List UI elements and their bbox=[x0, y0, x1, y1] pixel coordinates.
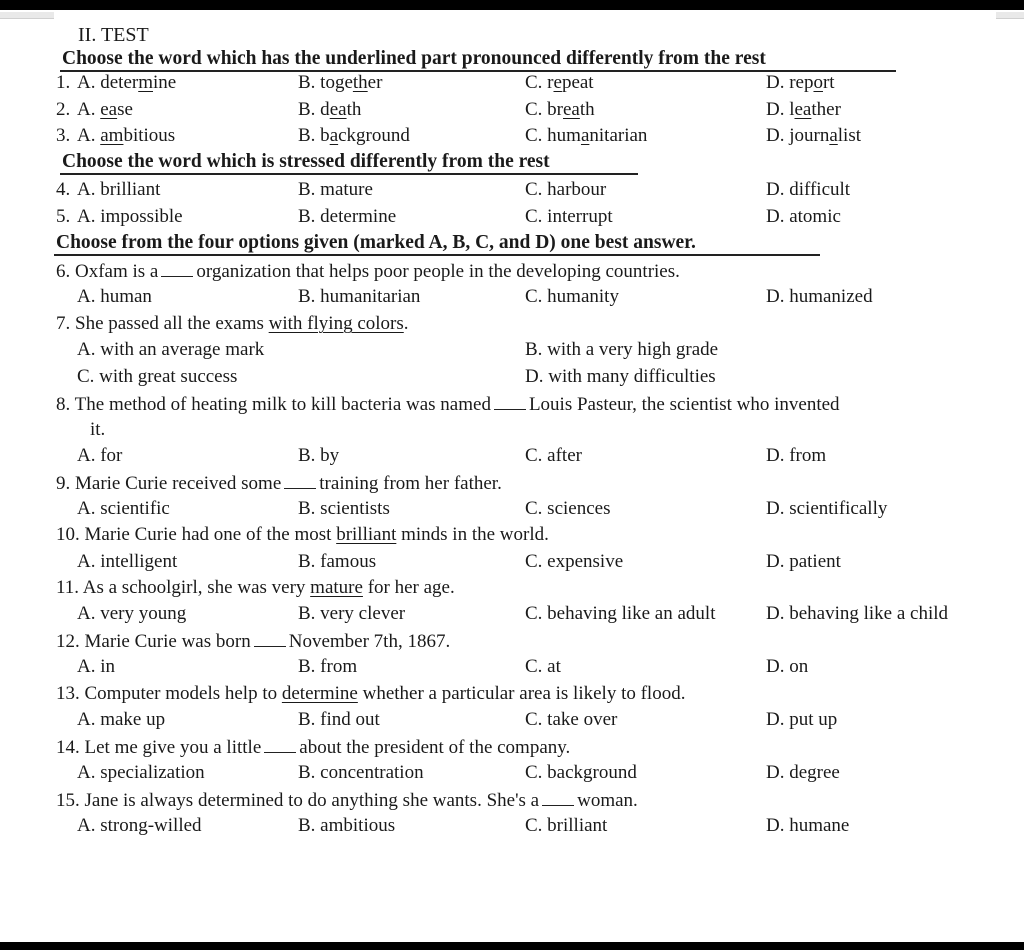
q8-option-c[interactable]: C. after bbox=[525, 445, 582, 466]
q3-option-a[interactable]: A. ambitious bbox=[77, 125, 176, 146]
q5-option-d[interactable]: D. atomic bbox=[766, 206, 841, 227]
q4-option-d[interactable]: D. difficult bbox=[766, 179, 851, 200]
q12-option-c[interactable]: C. at bbox=[525, 656, 561, 677]
q15-blank bbox=[542, 789, 574, 806]
bottom-black-bar bbox=[0, 942, 1024, 950]
q8-stem: 8. The method of heating milk to kill bacteria was named Louis Pasteur, the scientist who invented bbox=[56, 394, 840, 415]
q4-option-c[interactable]: C. harbour bbox=[525, 179, 607, 200]
q4-number: 4. bbox=[56, 179, 71, 200]
q2-option-d[interactable]: D. leather bbox=[766, 99, 841, 120]
section3-rule bbox=[54, 254, 820, 256]
q7-option-d[interactable]: D. with many difficulties bbox=[525, 366, 716, 387]
q11-option-d[interactable]: D. behaving like a child bbox=[766, 603, 949, 624]
q7-option-a[interactable]: A. with an average mark bbox=[77, 339, 265, 360]
q11-option-c[interactable]: C. behaving like an adult bbox=[525, 603, 716, 624]
q3-number: 3. bbox=[56, 125, 71, 146]
q8-blank bbox=[494, 393, 526, 410]
q6-option-b[interactable]: B. humanitarian bbox=[298, 286, 421, 307]
q9-blank bbox=[284, 472, 316, 489]
q5-option-a[interactable]: A. impossible bbox=[77, 206, 183, 227]
section1-heading: Choose the word which has the underlined part pronounced differently from the rest bbox=[62, 48, 766, 69]
q6-option-d[interactable]: D. humanized bbox=[766, 286, 873, 307]
q11-option-b[interactable]: B. very clever bbox=[298, 603, 406, 624]
q9-option-b[interactable]: B. scientists bbox=[298, 498, 390, 519]
section2-rule bbox=[60, 173, 638, 175]
q5-option-b[interactable]: B. determine bbox=[298, 206, 397, 227]
q9-option-d[interactable]: D. scientifically bbox=[766, 498, 888, 519]
q12-stem: 12. Marie Curie was born November 7th, 1867. bbox=[56, 631, 451, 652]
top-left-corner-tab bbox=[0, 12, 54, 19]
q12-blank bbox=[254, 630, 286, 647]
q10-option-c[interactable]: C. expensive bbox=[525, 551, 624, 572]
q2-option-b[interactable]: B. death bbox=[298, 99, 362, 120]
q15-option-c[interactable]: C. brilliant bbox=[525, 815, 608, 836]
q6-blank bbox=[161, 260, 193, 277]
q1-option-b[interactable]: B. together bbox=[298, 72, 383, 93]
q13-option-c[interactable]: C. take over bbox=[525, 709, 618, 730]
q8-option-d[interactable]: D. from bbox=[766, 445, 827, 466]
top-black-bar bbox=[0, 0, 1024, 10]
q14-option-b[interactable]: B. concentration bbox=[298, 762, 424, 783]
q6-stem: 6. Oxfam is a organization that helps poor people in the developing countries. bbox=[56, 261, 680, 282]
q6-option-a[interactable]: A. human bbox=[77, 286, 152, 307]
q7-stem: 7. She passed all the exams with flying colors. bbox=[56, 313, 409, 334]
q3-option-d[interactable]: D. journalist bbox=[766, 125, 861, 146]
q5-option-c[interactable]: C. interrupt bbox=[525, 206, 613, 227]
q14-blank bbox=[264, 736, 296, 753]
q12-option-a[interactable]: A. in bbox=[77, 656, 115, 677]
q3-option-b[interactable]: B. background bbox=[298, 125, 410, 146]
q2-option-c[interactable]: C. breath bbox=[525, 99, 595, 120]
q10-option-d[interactable]: D. patient bbox=[766, 551, 841, 572]
page-title: II. TEST bbox=[78, 24, 149, 46]
q7-option-c[interactable]: C. with great success bbox=[77, 366, 238, 387]
section3-heading: Choose from the four options given (marked A, B, C, and D) one best answer. bbox=[56, 232, 696, 253]
q11-option-a[interactable]: A. very young bbox=[77, 603, 187, 624]
q15-option-d[interactable]: D. humane bbox=[766, 815, 850, 836]
section2-heading: Choose the word which is stressed differently from the rest bbox=[62, 151, 550, 172]
q1-option-c[interactable]: C. repeat bbox=[525, 72, 594, 93]
q8-option-b[interactable]: B. by bbox=[298, 445, 340, 466]
q10-option-a[interactable]: A. intelligent bbox=[77, 551, 178, 572]
q15-option-b[interactable]: B. ambitious bbox=[298, 815, 396, 836]
q1-option-d[interactable]: D. report bbox=[766, 72, 835, 93]
q10-stem: 10. Marie Curie had one of the most brilliant minds in the world. bbox=[56, 524, 549, 545]
q14-option-c[interactable]: C. background bbox=[525, 762, 637, 783]
q2-option-a[interactable]: A. ease bbox=[77, 99, 133, 120]
q13-stem: 13. Computer models help to determine whether a particular area is likely to flood. bbox=[56, 683, 686, 704]
q1-option-a[interactable]: A. determine bbox=[77, 72, 177, 93]
q9-option-c[interactable]: C. sciences bbox=[525, 498, 611, 519]
q13-option-d[interactable]: D. put up bbox=[766, 709, 838, 730]
q14-option-a[interactable]: A. specialization bbox=[77, 762, 205, 783]
q15-stem: 15. Jane is always determined to do anything she wants. She's a woman. bbox=[56, 790, 638, 811]
q8-stem-continued: it. bbox=[90, 419, 106, 440]
q8-option-a[interactable]: A. for bbox=[77, 445, 123, 466]
q5-number: 5. bbox=[56, 206, 71, 227]
q7-option-b[interactable]: B. with a very high grade bbox=[525, 339, 719, 360]
q4-option-a[interactable]: A. brilliant bbox=[77, 179, 161, 200]
q3-option-c[interactable]: C. humanitarian bbox=[525, 125, 648, 146]
q1-number: 1. bbox=[56, 72, 71, 93]
q11-stem: 11. As a schoolgirl, she was very mature for her age. bbox=[56, 577, 455, 598]
q13-option-a[interactable]: A. make up bbox=[77, 709, 166, 730]
top-right-corner-tab bbox=[996, 12, 1024, 19]
q2-number: 2. bbox=[56, 99, 71, 120]
q10-option-b[interactable]: B. famous bbox=[298, 551, 377, 572]
q9-option-a[interactable]: A. scientific bbox=[77, 498, 170, 519]
q4-option-b[interactable]: B. mature bbox=[298, 179, 373, 200]
q12-option-d[interactable]: D. on bbox=[766, 656, 809, 677]
q12-option-b[interactable]: B. from bbox=[298, 656, 358, 677]
q13-option-b[interactable]: B. find out bbox=[298, 709, 380, 730]
q9-stem: 9. Marie Curie received some training from her father. bbox=[56, 473, 502, 494]
q14-stem: 14. Let me give you a little about the president of the company. bbox=[56, 737, 571, 758]
q14-option-d[interactable]: D. degree bbox=[766, 762, 840, 783]
q15-option-a[interactable]: A. strong-willed bbox=[77, 815, 202, 836]
q6-option-c[interactable]: C. humanity bbox=[525, 286, 619, 307]
